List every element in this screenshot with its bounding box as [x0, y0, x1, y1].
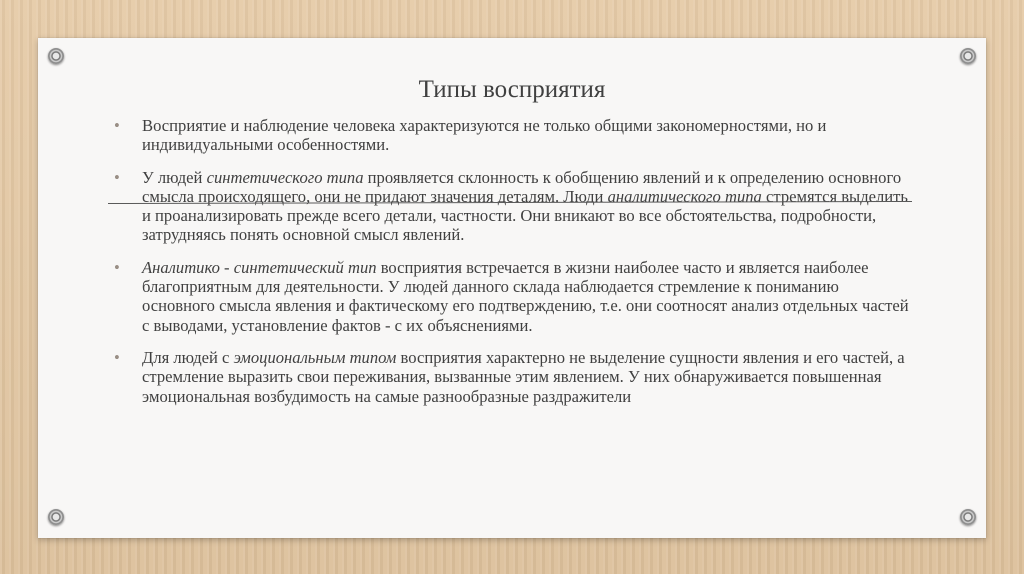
- pushpin-icon: [960, 48, 976, 64]
- list-item: [112, 348, 912, 406]
- bullet-icon: •: [114, 167, 120, 187]
- pushpin-icon: [960, 509, 976, 525]
- slide-title: Типы восприятия: [418, 76, 606, 103]
- emphasized-text: аналитического типа: [607, 186, 762, 206]
- list-item-text: Восприятие и наблюдение человека характеризуются не только общими закономерностями, но и индивидуальными особенностями.: [142, 116, 827, 155]
- emphasized-text: эмоциональным типом: [233, 347, 397, 367]
- emphasized-text: синтетического типа: [206, 167, 364, 187]
- list-item: [112, 258, 912, 335]
- bullet-icon: •: [114, 257, 120, 277]
- list-item-text: восприятия встречается в жизни наиболее часто и является наиболее благоприятным для деятельности. У людей данного склада наблюдается стремление к пониманию основного смысла явления и фактическому его подтверждению, т.е. они соотносят анализ отдельных частей с выводами, установление фактов - с их объяснениями.: [142, 257, 909, 335]
- pushpin-icon: [48, 48, 64, 64]
- list-item-text: стремятся выделить и проанализировать прежде всего детали, частности. Они вникают во все обстоятельства, подробности, затрудняясь понять основной смысл явлений.: [142, 186, 908, 245]
- emphasized-text: Аналитико - синтетический тип: [142, 257, 377, 277]
- bullet-icon: •: [114, 116, 120, 135]
- list-item-text: проявляется склонность к обобщению явлений и к определению основного смысла происходящего, они не придают значения деталям. Люди: [142, 167, 902, 206]
- slide-card: [38, 38, 986, 538]
- list-item: [112, 168, 912, 245]
- list-item-text: У людей: [142, 167, 207, 187]
- pushpin-icon: [48, 509, 64, 525]
- list-item-text: Для людей с: [142, 347, 234, 367]
- list-item-text: восприятия характерно не выделение сущности явления и его частей, а стремление выразить свои переживания, вызванные этим явлением. У них обнаруживается повышенная эмоциональная возбудимость на самые разнообразные раздражители: [142, 347, 905, 406]
- bullet-icon: •: [114, 347, 120, 367]
- bullet-list: [112, 116, 912, 419]
- list-item: [112, 116, 912, 155]
